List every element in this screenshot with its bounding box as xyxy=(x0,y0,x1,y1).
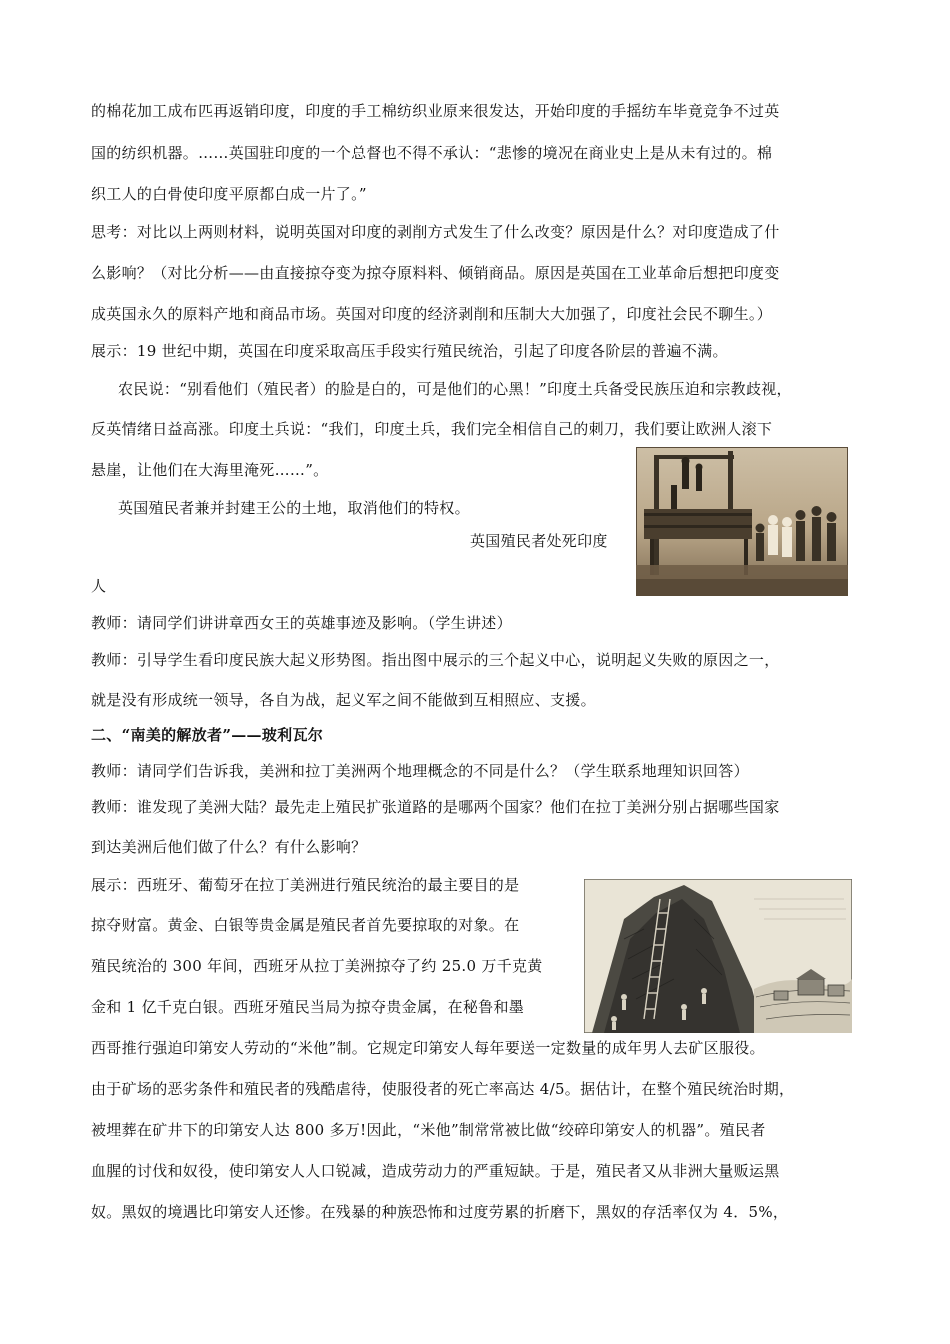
text-line: 由于矿场的恶劣条件和殖民者的残酷虐待，使服役者的死亡率高达 4/5。据估计，在整个殖民统治时期， xyxy=(91,1080,795,1098)
text-line: 血腥的讨伐和奴役，使印第安人人口锐减，造成劳动力的严重短缺。于是，殖民者又从非洲大量贩运黑 xyxy=(91,1162,780,1180)
text-line: 织工人的白骨使印度平原都白成一片了。” xyxy=(91,185,367,203)
section-heading: 二、“南美的解放者”——玻利瓦尔 xyxy=(91,726,324,744)
text-line: 西哥推行强迫印第安人劳动的“米他”制。它规定印第安人每年要送一定数量的成年男人去矿区服役。 xyxy=(91,1039,765,1057)
text-line: 反英情绪日益高涨。印度土兵说：“我们，印度土兵，我们完全相信自己的刺刀，我们要让欧洲人滚下 xyxy=(91,420,773,438)
text-line: 到达美洲后他们做了什么？有什么影响？ xyxy=(91,838,367,856)
image-caption-tail: 人 xyxy=(91,577,107,595)
text-line: 殖民统治的 300 年间，西班牙从拉丁美洲掠夺了约 25.0 万千克黄 xyxy=(91,957,543,975)
text-line: 思考：对比以上两则材料，说明英国对印度的剥削方式发生了什么改变？原因是什么？对印度造成了什 xyxy=(91,223,780,241)
text-line: 悬崖，让他们在大海里淹死……”。 xyxy=(91,461,329,479)
text-line: 英国殖民者兼并封建王公的土地，取消他们的特权。 xyxy=(118,499,470,517)
text-line: 教师：谁发现了美洲大陆？最先走上殖民扩张道路的是哪两个国家？他们在拉丁美洲分别占据哪些国家 xyxy=(91,798,780,816)
text-line: 教师：请同学们告诉我，美洲和拉丁美洲两个地理概念的不同是什么？（学生联系地理知识回答） xyxy=(91,762,749,780)
image-caption: 英国殖民者处死印度 xyxy=(470,532,608,550)
text-line: 国的纺织机器。……英国驻印度的一个总督也不得不承认：“悲惨的境况在商业史上是从未有过的。棉 xyxy=(91,144,773,162)
text-line: 教师：请同学们讲讲章西女王的英雄事迹及影响。（学生讲述） xyxy=(91,614,512,632)
text-line: 掠夺财富。黄金、白银等贵金属是殖民者首先要掠取的对象。在 xyxy=(91,916,520,934)
text-line: 被埋葬在矿井下的印第安人达 800 多万!因此，“米他”制常常被比做“绞碎印第安人的机器”。殖民者 xyxy=(91,1121,766,1139)
text-line: 教师：引导学生看印度民族大起义形势图。指出图中展示的三个起义中心，说明起义失败的原因之一， xyxy=(91,651,780,669)
text-line: 农民说：“别看他们（殖民者）的脸是白的，可是他们的心黑！”印度土兵备受民族压迫和宗教歧视， xyxy=(118,380,792,398)
mine-engraving xyxy=(584,879,852,1033)
text-line: 就是没有形成统一领导，各自为战，起义军之间不能做到互相照应、支援。 xyxy=(91,691,596,709)
text-line: 金和 1 亿千克白银。西班牙殖民当局为掠夺贵金属，在秘鲁和墨 xyxy=(91,998,525,1016)
text-line: 展示：西班牙、葡萄牙在拉丁美洲进行殖民统治的最主要目的是 xyxy=(91,876,520,894)
text-line: 展示：19 世纪中期，英国在印度采取高压手段实行殖民统治，引起了印度各阶层的普遍不满。 xyxy=(91,342,728,360)
text-line: 的棉花加工成布匹再返销印度，印度的手工棉纺织业原来很发达，开始印度的手摇纺车毕竟竞争不过英 xyxy=(91,102,780,120)
text-line: 奴。黑奴的境遇比印第安人还惨。在残暴的种族恐怖和过度劳累的折磨下，黑奴的存活率仅为 4．5%， xyxy=(91,1203,789,1221)
execution-photo xyxy=(636,447,848,596)
text-line: 成英国永久的原料产地和商品市场。英国对印度的经济剥削和压制大大加强了，印度社会民不聊生。） xyxy=(91,305,773,323)
text-line: 么影响？（对比分析——由直接掠夺变为掠夺原料料、倾销商品。原因是英国在工业革命后想把印度变 xyxy=(91,264,780,282)
